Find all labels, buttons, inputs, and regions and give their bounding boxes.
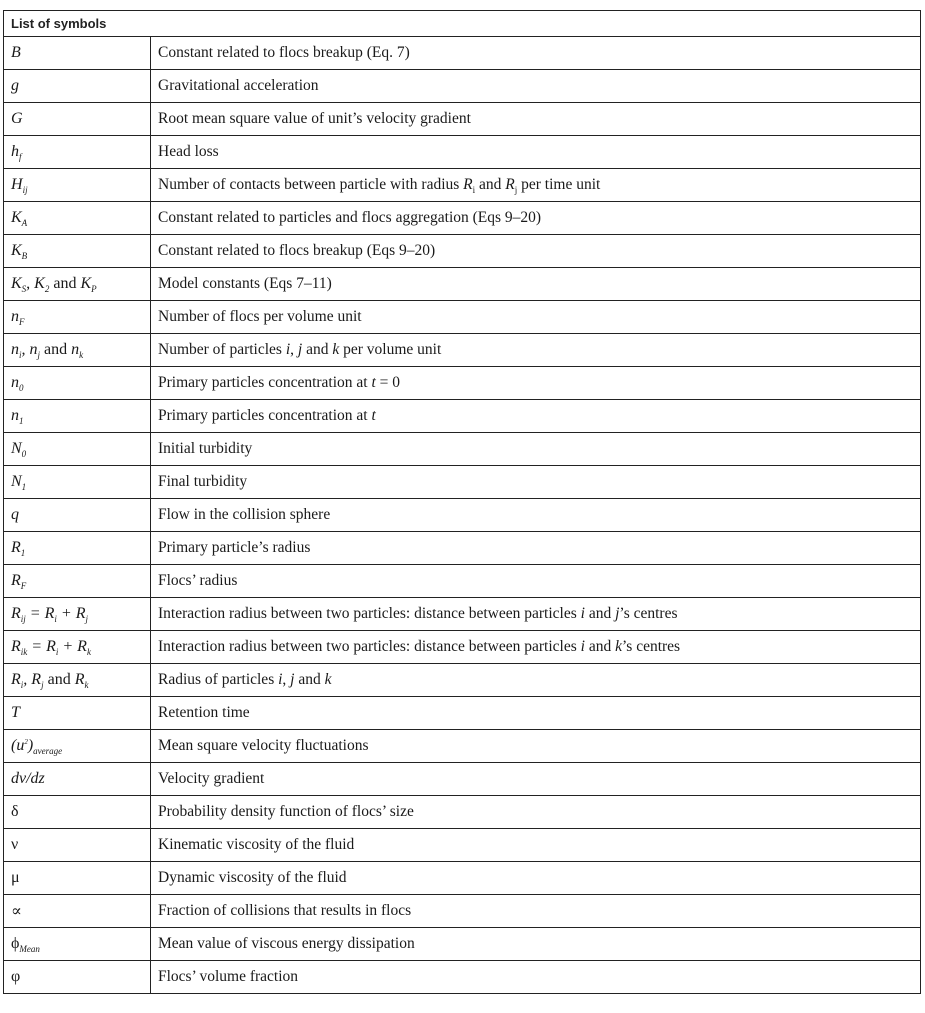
symbol-cell: $R_1$ <box>4 532 151 565</box>
table-row <box>4 136 921 169</box>
symbol-cell: $K_A$ <box>4 202 151 235</box>
description-cell: Primary particle’s radius <box>151 532 921 565</box>
table-row <box>4 631 921 664</box>
description-cell: Flow in the collision sphere <box>151 499 921 532</box>
description-cell: Mean square velocity fluctuations <box>151 730 921 763</box>
description-cell: Probability density function of flocs’ size <box>151 796 921 829</box>
symbol-cell: B <box>4 37 151 70</box>
symbol-cell: $N_0$ <box>4 433 151 466</box>
description-cell: Final turbidity <box>151 466 921 499</box>
description-cell: Head loss <box>151 136 921 169</box>
table-row <box>4 895 921 928</box>
table-row <box>4 697 921 730</box>
table-row <box>4 103 921 136</box>
symbol-cell: $H_{ij}$ <box>4 169 151 202</box>
table-row <box>4 532 921 565</box>
table-row <box>4 235 921 268</box>
table-title: List of symbols <box>4 11 921 37</box>
symbols-table <box>3 10 921 994</box>
description-cell: Interaction radius between two particles: distance between particles i and k’s centres <box>151 631 921 664</box>
table-row <box>4 301 921 334</box>
table-header-row <box>4 11 921 37</box>
table-row <box>4 466 921 499</box>
table-row <box>4 664 921 697</box>
table-body <box>4 37 921 994</box>
description-cell: Constant related to particles and flocs aggregation (Eqs 9–20) <box>151 202 921 235</box>
symbol-cell: G <box>4 103 151 136</box>
table-row <box>4 961 921 994</box>
symbol-cell: $n_F$ <box>4 301 151 334</box>
symbol-cell: δ <box>4 796 151 829</box>
table-row <box>4 70 921 103</box>
symbol-cell: dv/dz <box>4 763 151 796</box>
table-row <box>4 796 921 829</box>
symbol-cell: ν <box>4 829 151 862</box>
symbol-cell: g <box>4 70 151 103</box>
description-cell: Dynamic viscosity of the fluid <box>151 862 921 895</box>
description-cell: Velocity gradient <box>151 763 921 796</box>
table-row <box>4 334 921 367</box>
description-cell: Flocs’ volume fraction <box>151 961 921 994</box>
symbol-cell: $K_S$, $K_2$ and $K_P$ <box>4 268 151 301</box>
description-cell: Number of contacts between particle with radius $R_i$ and $R_j$ per time unit <box>151 169 921 202</box>
table-row <box>4 499 921 532</box>
symbol-cell: $n_0$ <box>4 367 151 400</box>
description-cell: Gravitational acceleration <box>151 70 921 103</box>
table-row <box>4 367 921 400</box>
symbol-cell: φ <box>4 961 151 994</box>
table-row <box>4 763 921 796</box>
table-row <box>4 202 921 235</box>
table-row <box>4 730 921 763</box>
symbol-cell: $R_{ij} = R_i + R_j$ <box>4 598 151 631</box>
symbol-cell: T <box>4 697 151 730</box>
table-row <box>4 565 921 598</box>
symbol-cell: $n_i$, $n_j$ and $n_k$ <box>4 334 151 367</box>
description-cell: Fraction of collisions that results in flocs <box>151 895 921 928</box>
description-cell: Retention time <box>151 697 921 730</box>
symbol-cell: $N_1$ <box>4 466 151 499</box>
symbol-cell: $R_i$, $R_j$ and $R_k$ <box>4 664 151 697</box>
table-row <box>4 928 921 961</box>
description-cell: Kinematic viscosity of the fluid <box>151 829 921 862</box>
description-cell: Primary particles concentration at t <box>151 400 921 433</box>
description-cell: Number of particles i, j and k per volume unit <box>151 334 921 367</box>
description-cell: Constant related to flocs breakup (Eq. 7) <box>151 37 921 70</box>
symbol-cell: μ <box>4 862 151 895</box>
symbol-cell: $(u^2)_{average}$ <box>4 730 151 763</box>
description-cell: Model constants (Eqs 7–11) <box>151 268 921 301</box>
description-cell: Constant related to flocs breakup (Eqs 9–20) <box>151 235 921 268</box>
table-row <box>4 862 921 895</box>
description-cell: Root mean square value of unit’s velocity gradient <box>151 103 921 136</box>
description-cell: Interaction radius between two particles: distance between particles i and j’s centres <box>151 598 921 631</box>
description-cell: Number of flocs per volume unit <box>151 301 921 334</box>
symbol-cell: $h_f$ <box>4 136 151 169</box>
table-row <box>4 169 921 202</box>
table-row <box>4 37 921 70</box>
table-row <box>4 268 921 301</box>
table-row <box>4 598 921 631</box>
description-cell: Initial turbidity <box>151 433 921 466</box>
table-row <box>4 400 921 433</box>
symbol-cell: $\phi_{Mean}$ <box>4 928 151 961</box>
description-cell: Flocs’ radius <box>151 565 921 598</box>
table-row <box>4 433 921 466</box>
symbol-cell: q <box>4 499 151 532</box>
table-row <box>4 829 921 862</box>
symbol-cell: $R_F$ <box>4 565 151 598</box>
description-cell: Radius of particles i, j and k <box>151 664 921 697</box>
description-cell: Primary particles concentration at t = 0 <box>151 367 921 400</box>
symbol-cell: $n_1$ <box>4 400 151 433</box>
symbol-cell: $K_B$ <box>4 235 151 268</box>
symbol-cell: ∝ <box>4 895 151 928</box>
symbol-cell: $R_{ik} = R_i + R_k$ <box>4 631 151 664</box>
description-cell: Mean value of viscous energy dissipation <box>151 928 921 961</box>
